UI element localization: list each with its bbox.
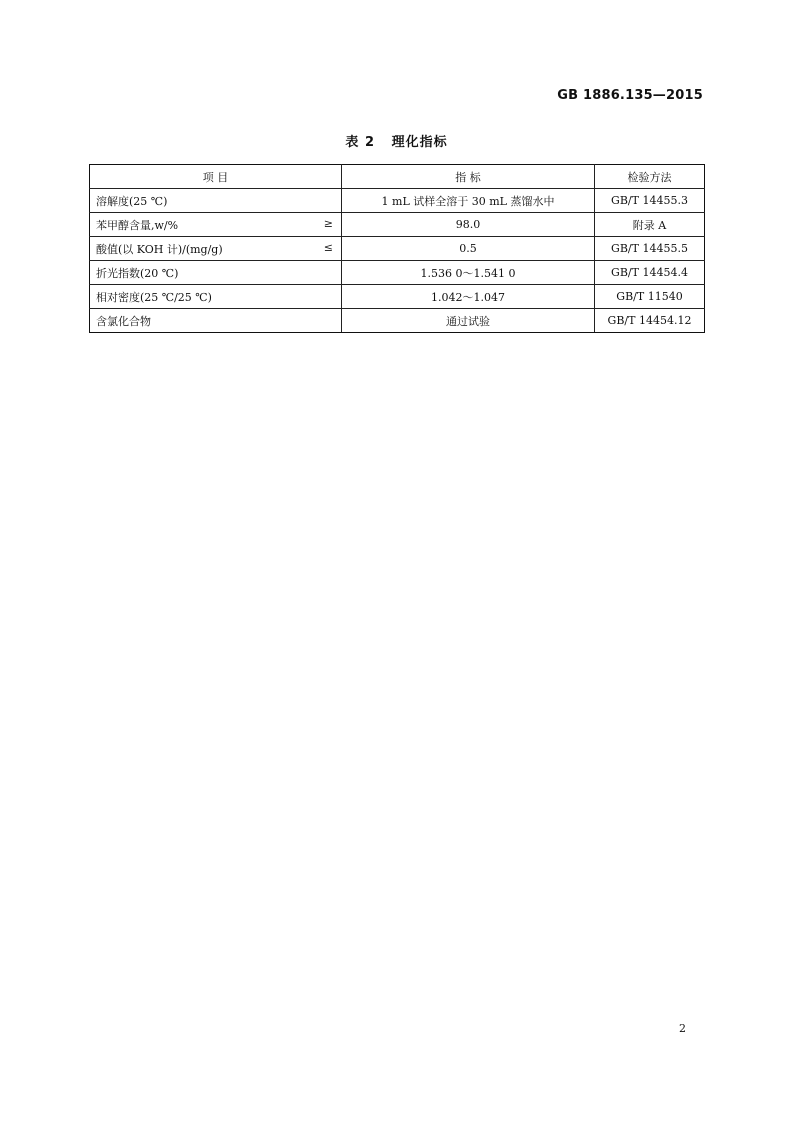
column-header-indicator: 指 标 xyxy=(342,165,595,189)
item-label: 折光指数(20 ℃) xyxy=(96,266,179,280)
row-value: 98.0 xyxy=(342,213,595,237)
row-value: 1.042～1.047 xyxy=(342,285,595,309)
standard-number: GB 1886.135—2015 xyxy=(557,88,703,103)
row-value: 0.5 xyxy=(342,237,595,261)
row-value: 1.536 0～1.541 0 xyxy=(342,261,595,285)
item-label: 溶解度(25 ℃) xyxy=(96,194,168,208)
row-item xyxy=(90,309,342,333)
item-label: 含氯化合物 xyxy=(96,314,151,328)
row-value: 1 mL 试样全溶于 30 mL 蒸馏水中 xyxy=(342,189,595,213)
row-item xyxy=(90,237,342,261)
row-method: GB/T 14454.4 xyxy=(595,261,705,285)
row-method: GB/T 14454.12 xyxy=(595,309,705,333)
limit-symbol: ≤ xyxy=(323,241,333,254)
row-item xyxy=(90,189,342,213)
table-row xyxy=(90,237,705,261)
row-method: GB/T 11540 xyxy=(595,285,705,309)
column-header-item: 项 目 xyxy=(90,165,342,189)
row-item xyxy=(90,261,342,285)
column-header-test-method: 检验方法 xyxy=(595,165,705,189)
row-item xyxy=(90,285,342,309)
table-header-row xyxy=(90,165,705,189)
row-item xyxy=(90,213,342,237)
item-label: 酸值(以 KOH 计)/(mg/g) xyxy=(96,242,223,256)
table-row xyxy=(90,309,705,333)
table-row xyxy=(90,213,705,237)
physicochemical-indicators-table xyxy=(89,164,705,333)
item-label: 相对密度(25 ℃/25 ℃) xyxy=(96,290,212,304)
item-label: 苯甲醇含量,w/% xyxy=(96,218,179,232)
limit-symbol: ≥ xyxy=(323,217,333,230)
row-method: GB/T 14455.3 xyxy=(595,189,705,213)
row-method: 附录 A xyxy=(595,213,705,237)
table-row xyxy=(90,285,705,309)
table-row xyxy=(90,261,705,285)
table-row xyxy=(90,189,705,213)
table-title: 表 2 理化指标 xyxy=(345,135,448,150)
row-method: GB/T 14455.5 xyxy=(595,237,705,261)
row-value: 通过试验 xyxy=(342,309,595,333)
page-number: 2 xyxy=(679,1022,686,1035)
